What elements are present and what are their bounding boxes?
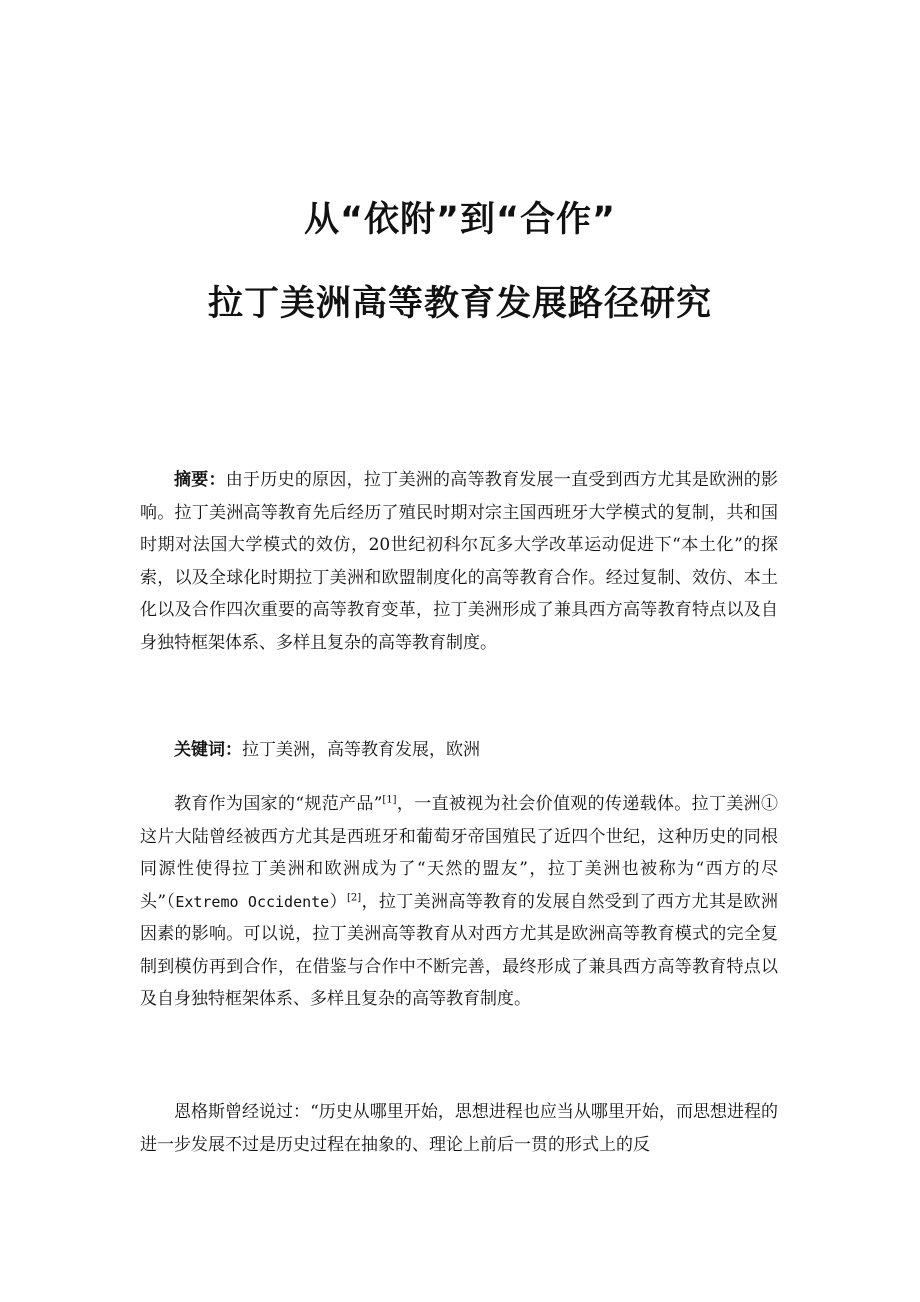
keywords-paragraph [140,734,778,767]
citation-2: [2] [346,891,362,903]
latin-term: Extremo Occidente [175,892,330,911]
body-paragraph-2 [140,1096,778,1161]
abstract-section [140,464,778,659]
paragraph-1-part-4: ） [329,891,347,912]
keywords-label: 关键词： [174,740,242,760]
paragraph-1-part-1: 教育作为国家的“规范产品” [174,794,383,814]
abstract-label: 摘要： [174,470,226,490]
body-paragraph-1 [140,788,778,1016]
paragraph-1-part-3: 这种历史的同根同源性使得拉丁美洲和欧洲成为了“天然的盟友”，拉丁美洲也被称为“西方的尽头”（ [140,826,778,912]
title-line-1: 从“依附”到“合作” [303,200,616,240]
keywords-text: 拉丁美洲，高等教育发展，欧洲 [242,740,480,760]
paragraph-1-part-2: ，一直被视为社会价值观的传递载体。拉丁美洲①这片大陆曾经被西方尤其是西班牙和葡萄牙帝国殖民了近四个世纪， [140,794,778,847]
paragraph-2: 恩格斯曾经说过：“历史从哪里开始，思想进程也应当从哪里开始，而思想进程的进一步发展不过是历史过程在抽象的、理论上前后一贯的形式上的反 [140,1102,778,1155]
abstract-text: 由于历史的原因，拉丁美洲的高等教育发展一直受到西方尤其是欧洲的影响。拉丁美洲高等教育先后经历了殖民时期对宗主国西班牙大学模式的复制，共和国时期对法国大学模式的效仿，20世纪初科尔瓦多大学改革运动促进下“本土化”的探索，以及全球化时期拉丁美洲和欧盟制度化的高等教育合作。经过复制、效仿、本土化以及合作四次重要的高等教育变革，拉丁美洲形成了兼具西方高等教育特点以及自身独特框架体系、多样且复杂的高等教育制度。 [140,470,779,653]
title-line-2: 拉丁美洲高等教育发展路径研究 [207,284,712,324]
paragraph-1 [140,788,778,1016]
abstract-paragraph [140,464,778,659]
paragraph-1-part-5: ，拉丁美洲高等教育的发展自然受到了西方尤其是欧洲因素的影响。可以说，拉丁美洲高等教育从对西方尤其是欧洲高等教育模式的完全复制到模仿再到合作，在借鉴与合作中不断完善，最终形成了兼具西方高等教育特点以及自身独特框架体系、多样且复杂的高等教育制度。 [140,891,779,1009]
keywords-section [140,734,778,767]
citation-1: [1] [382,794,397,806]
